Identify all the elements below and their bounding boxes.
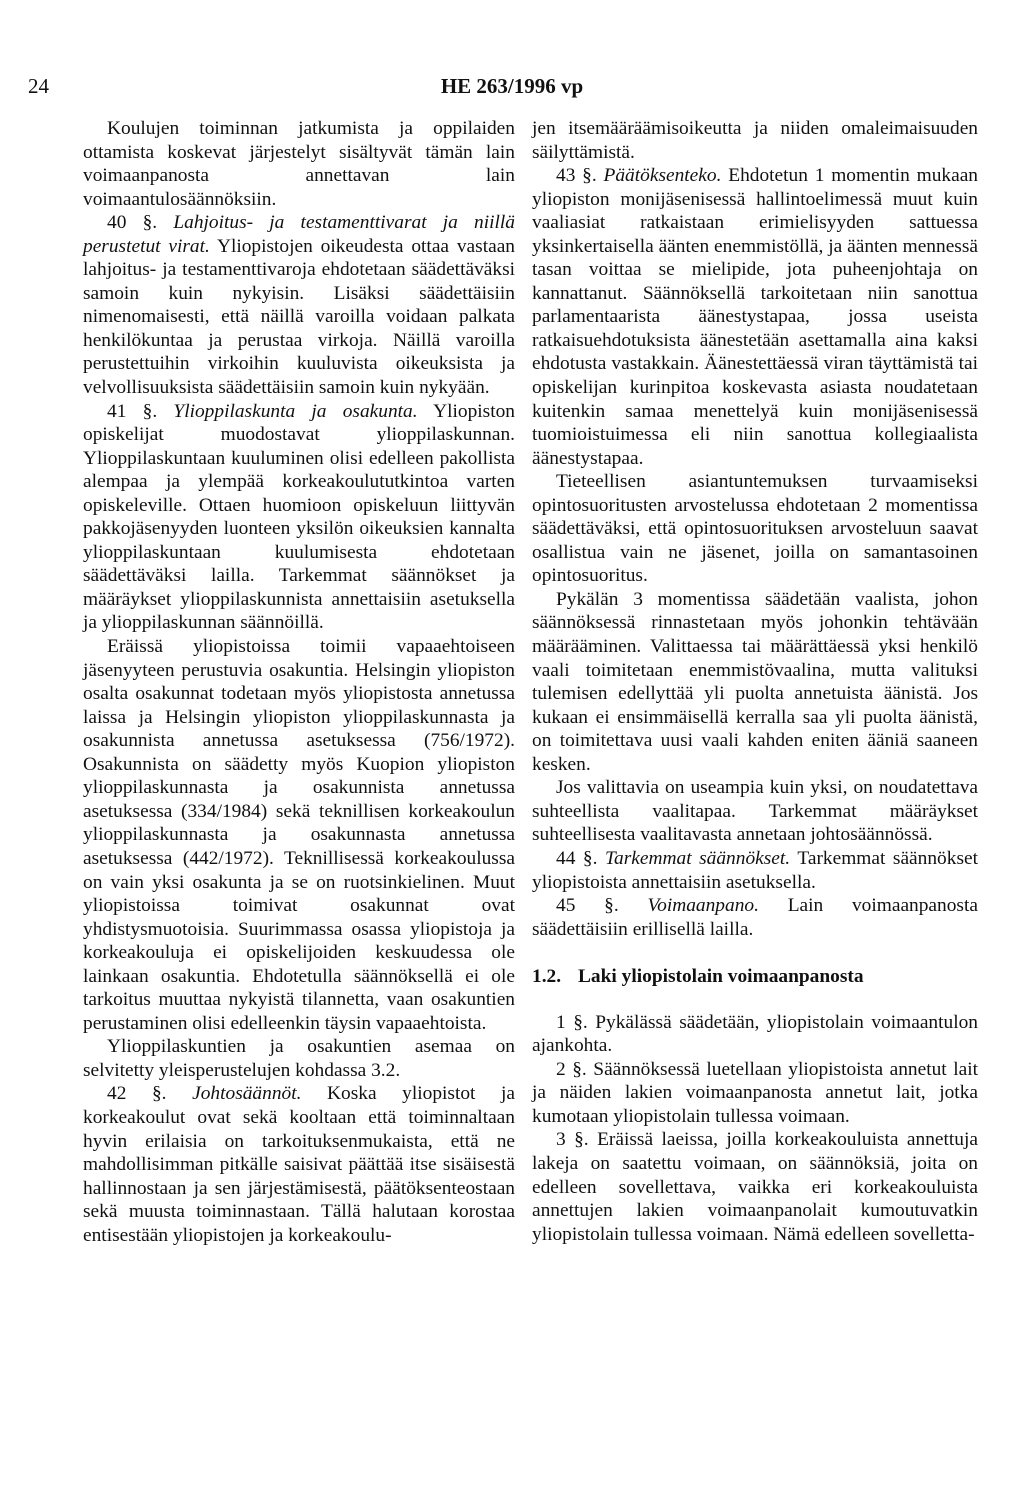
section-text: Ehdotetun 1 momentin mukaan yliopiston monijäsenisessä hallintoelimessä muut kuin vaaliasiat ratkaistaan erimielisyyden sattuessa yksinkertaisella äänten enemmistöllä, ja äänten mennessä tasan voittaa se mielipide, jota puheenjohtaja on kannattanut. Säännöksellä tarkoitetaan niin sanottua parlamentaarista äänestystapaa, jossa useista ratkaisuehdotuksista äänestetään asettamalla aina kaksi ehdotusta vastakkain. Äänestettäessä viran täyttämistä tai opiskelijan kurinpitoa koskevasta asiasta noudatetaan kuitenkin samaa menettelyä kuin monijäsenisessä tuomioistuimessa eli niin sanottua kollegiaalista äänestystapaa. (532, 165, 978, 469)
section-text: Eräissä laeissa, joilla korkeakouluista annettuja lakeja on saatettu voimaan, on säännöksiä, joita on edelleen sovellettava, vaikka eri korkeakouluista annettujen lakien voimaanpanolait kumoutuvatkin yliopistolain tullessa voimaan. Nämä edelleen sovelletta- (532, 1129, 978, 1245)
section-text: Lain voimaanpanosta säädettäisiin erillisellä lailla. (532, 895, 978, 940)
paragraph-3 (532, 1128, 978, 1246)
paragraph: Koulujen toiminnan jatkumista ja oppilaiden ottamista koskevat järjestelyt sisältyvät tämän lain voimaanpanosta annettavan lain voimaantulosäännöksiin. (83, 118, 515, 210)
paragraph: Ylioppilaskuntien ja osakuntien asemaa on selvitetty yleisperustelujen kohdassa 3.2. (83, 1036, 515, 1081)
paragraph-43 (532, 164, 978, 470)
section-title: Päätöksenteko. (603, 165, 722, 187)
running-head: HE 263/1996 vp (440, 74, 584, 98)
paragraph-1 (532, 1011, 978, 1058)
section-title: Voimaanpano. (647, 895, 759, 917)
paragraph-40 (83, 211, 515, 399)
section-text: Yliopiston opiskelijat muodostavat ylioppilaskunnan. Ylioppilaskuntaan kuuluminen olisi edelleen pakollista alempaa ja ylempää korkeakoulututkintoa varten opiskeleville. Ottaen huomioon opiskeluun liittyvän pakkojäsenyyden luonteen yksilön oikeuksien kannalta ylioppilaskuntaan kuulumisesta ehdotetaan säädettäväksi lailla. Tarkemmat säännökset ja määräykset ylioppilaskunnista annettaisiin asetuksella ja ylioppilaskunnan säännöillä. (83, 400, 515, 634)
paragraph: Jos valittavia on useampia kuin yksi, on noudatettava suhteellista vaalitapaa. Tarkemmat määräykset suhteellisesta vaalitavasta annetaan johtosäännössä. (532, 777, 978, 846)
right-column (532, 117, 978, 1246)
section-title: Lahjoitus- ja testamenttivarat ja niillä perustetut virat. (83, 212, 515, 257)
section-heading (532, 965, 978, 989)
section-number: 43 §. (556, 165, 597, 187)
section-title: Ylioppilaskunta ja osakunta. (173, 400, 418, 422)
paragraph-45 (532, 894, 978, 941)
paragraph-41 (83, 400, 515, 635)
heading-text: Laki yliopistolain voimaanpanosta (578, 966, 864, 988)
section-text: Tarkemmat säännökset yliopistoista annettaisiin asetuksella. (532, 847, 978, 893)
heading-number: 1.2. (532, 966, 562, 988)
left-column (83, 117, 515, 1247)
section-title: Johtosäännöt. (192, 1083, 302, 1105)
section-number: 42 §. (107, 1083, 167, 1105)
paragraph: jen itsemääräämisoikeutta ja niiden omaleimaisuuden säilyttämistä. (532, 118, 978, 163)
section-text: Säännöksessä luetellaan yliopistoista annetut lait ja näiden lakien voimaanpanosta annetut lait, jotka kumotaan yliopistolain tullessa voimaan. (532, 1058, 978, 1127)
section-text: Koska yliopistot ja korkeakoulut ovat sekä kooltaan että toiminnaltaan hyvin erilaisia on tarkoituksenmukaista, että ne mahdollisimman pitkälle saisivat päättää itse sisäisestä hallinnostaan ja sen järjestämisestä, päätöksenteostaan sekä muusta toiminnastaan. Tällä halutaan korostaa entisestään yliopistojen ja korkeakoulu- (83, 1083, 516, 1246)
section-number: 3 §. (556, 1129, 589, 1151)
section-text: Yliopistojen oikeudesta ottaa vastaan lahjoitus- ja testamenttivaroja ehdotetaan säädettäväksi samoin kuin nykyisin. Lisäksi säädettäisiin nimenomaisesti, että näillä varoilla voidaan palkata henkilökuntaa ja perustaa virkoja. Näillä varoilla perustettuihin virkoihin kuuluvista oikeuksista ja velvollisuuksista säädettäisiin samoin kuin nykyään. (83, 235, 515, 399)
paragraph: Tieteellisen asiantuntemuksen turvaamiseksi opintosuoritusten arvostelussa ehdotetaan 2 momentissa säädettäväksi, että opintosuorituksen arvosteluun saavat osallistua vain ne jäsenet, joilla on samantasoinen opintosuoritus. (532, 471, 978, 587)
paragraph-44 (532, 847, 978, 894)
paragraph: Pykälän 3 momentissa säädetään vaalista, johon säännöksessä rinnastetaan myös johonkin tehtävään määrääminen. Valittaessa tai määrättäessä yksi henkilö vaali toimitetaan enemmistövaalina, mutta valituksi tulemisen edellyttää yli puolta annetuista äänistä. Jos kukaan ei ensimmäisellä kerralla saa yli puolta äänistä, on toimitettava uusi vaali kahden eniten ääniä saaneen kesken. (532, 588, 978, 775)
section-text: Pykälässä säädetään, yliopistolain voimaantulon ajankohta. (532, 1011, 978, 1057)
paragraph-2 (532, 1058, 978, 1129)
page-number: 24 (28, 74, 49, 98)
section-title: Tarkemmat säännökset. (605, 847, 791, 869)
paragraph-42 (83, 1082, 515, 1247)
section-number: 2 §. (556, 1058, 587, 1080)
section-number: 44 §. (556, 847, 598, 869)
section-number: 41 §. (107, 400, 158, 422)
section-number: 45 §. (556, 895, 619, 917)
paragraph: Eräissä yliopistoissa toimii vapaaehtoiseen jäsenyyteen perustuvia osakuntia. Helsingin yliopiston osalta osakunnat todetaan myös yliopistosta annetussa laissa ja Helsingin yliopiston ylioppilaskunnasta ja osakunnista annetussa asetuksessa (756/1972). Osakunnista on säädetty myös Kuopion yliopiston ylioppilaskunnasta ja osakunnista annetussa asetuksessa (334/1984) sekä teknillisen korkeakoulun ylioppilaskunnasta ja osakunnasta annetussa asetuksessa (442/1972). Teknillisessä korkeakoulussa on vain yksi osakunta ja se on ruotsinkielinen. Muut yliopistoissa toimivat osakunnat ovat yhdistysmuotoisia. Suurimmassa osassa yliopistoja ja korkeakouluja ei opiskelijoiden keskuudessa ole lainkaan osakuntia. Ehdotetulla säännöksellä ei ole tarkoitus muuttaa nykyistä tilannetta, vaan osakuntien perustaminen olisi edelleenkin täysin vapaaehtoista. (83, 636, 515, 1034)
section-number: 1 §. (556, 1011, 588, 1033)
section-number: 40 §. (107, 212, 158, 234)
